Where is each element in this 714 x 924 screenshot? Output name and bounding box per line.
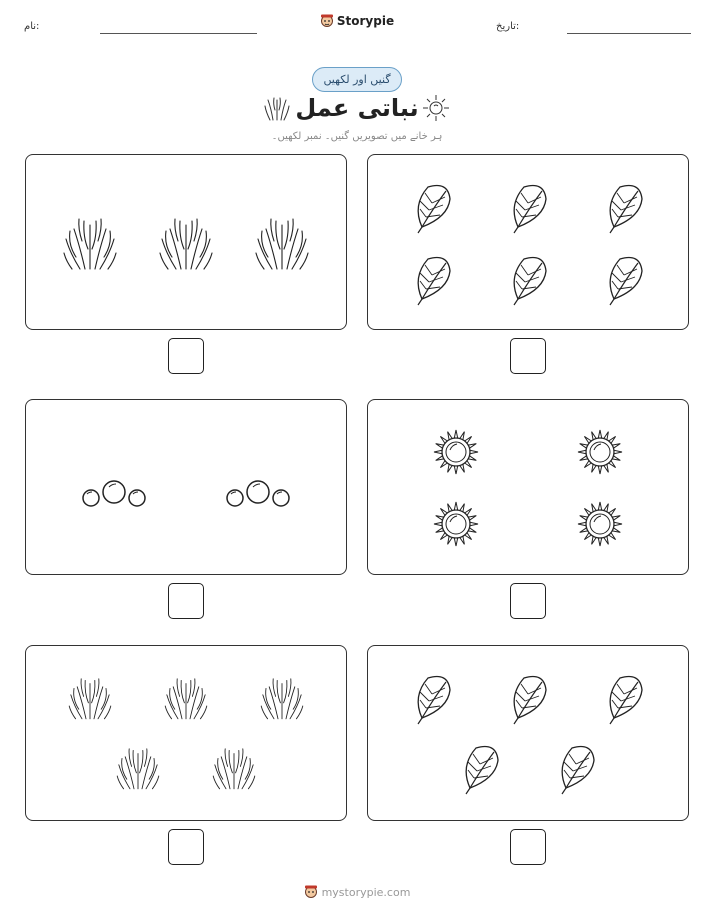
- leaf-icon: [418, 186, 450, 234]
- leaf-icon: [514, 677, 546, 725]
- sun-icon: [422, 94, 450, 122]
- leaf-icon: [466, 747, 498, 795]
- leaf-icon: [514, 258, 546, 306]
- leaf-icon: [610, 258, 642, 306]
- coral-icon: [256, 219, 308, 269]
- instruction-text: ہر خانے میں تصویریں گنیں۔ نمبر لکھیں۔: [271, 131, 443, 142]
- leaf-icon: [418, 258, 450, 306]
- date-line[interactable]: [567, 33, 691, 34]
- card-art: [368, 646, 690, 822]
- count-card-2: [25, 154, 347, 330]
- footer-site: mystorypie.com: [321, 885, 411, 899]
- leaf-icon: [514, 186, 546, 234]
- leaf-icon: [562, 747, 594, 795]
- brand-logo: [0, 13, 714, 29]
- card-art: [26, 155, 348, 331]
- name-label: نام:: [24, 21, 40, 32]
- coral-icon: [160, 219, 212, 269]
- coral-icon: [117, 749, 159, 789]
- card-art: [26, 646, 348, 822]
- storypie-mascot-icon: [320, 13, 334, 29]
- card-art: [26, 400, 348, 576]
- answer-box-2[interactable]: [168, 338, 204, 374]
- answer-box-6[interactable]: [168, 829, 204, 865]
- molecule-icon: [83, 481, 145, 506]
- count-card-5: [367, 645, 689, 821]
- sun-icon: [578, 430, 622, 474]
- brand-name: Storypie: [336, 14, 395, 28]
- leaf-icon: [610, 677, 642, 725]
- footer: [0, 884, 714, 900]
- card-art: [368, 400, 690, 576]
- answer-box-5[interactable]: [510, 829, 546, 865]
- card-art: [368, 155, 690, 331]
- answer-box-4[interactable]: [168, 583, 204, 619]
- count-card-6: [25, 645, 347, 821]
- coral-icon: [165, 679, 207, 719]
- sun-icon: [434, 430, 478, 474]
- coral-icon: [213, 749, 255, 789]
- count-card-1: [367, 154, 689, 330]
- name-line[interactable]: [100, 33, 257, 34]
- sun-icon: [578, 502, 622, 546]
- answer-box-3[interactable]: [510, 583, 546, 619]
- coral-icon: [64, 219, 116, 269]
- storypie-mascot-icon: [304, 884, 318, 900]
- leaf-icon: [418, 677, 450, 725]
- answer-box-1[interactable]: [510, 338, 546, 374]
- sun-icon: [434, 502, 478, 546]
- count-card-3: [367, 399, 689, 575]
- count-card-4: [25, 399, 347, 575]
- worksheet-title: نباتی عمل: [295, 94, 419, 122]
- coral-icon: [69, 679, 111, 719]
- leaf-icon: [610, 186, 642, 234]
- date-label: تاریخ:: [496, 21, 520, 32]
- coral-icon: [261, 679, 303, 719]
- molecule-icon: [227, 481, 289, 506]
- activity-tag: گنیں اور لکھیں: [312, 67, 402, 92]
